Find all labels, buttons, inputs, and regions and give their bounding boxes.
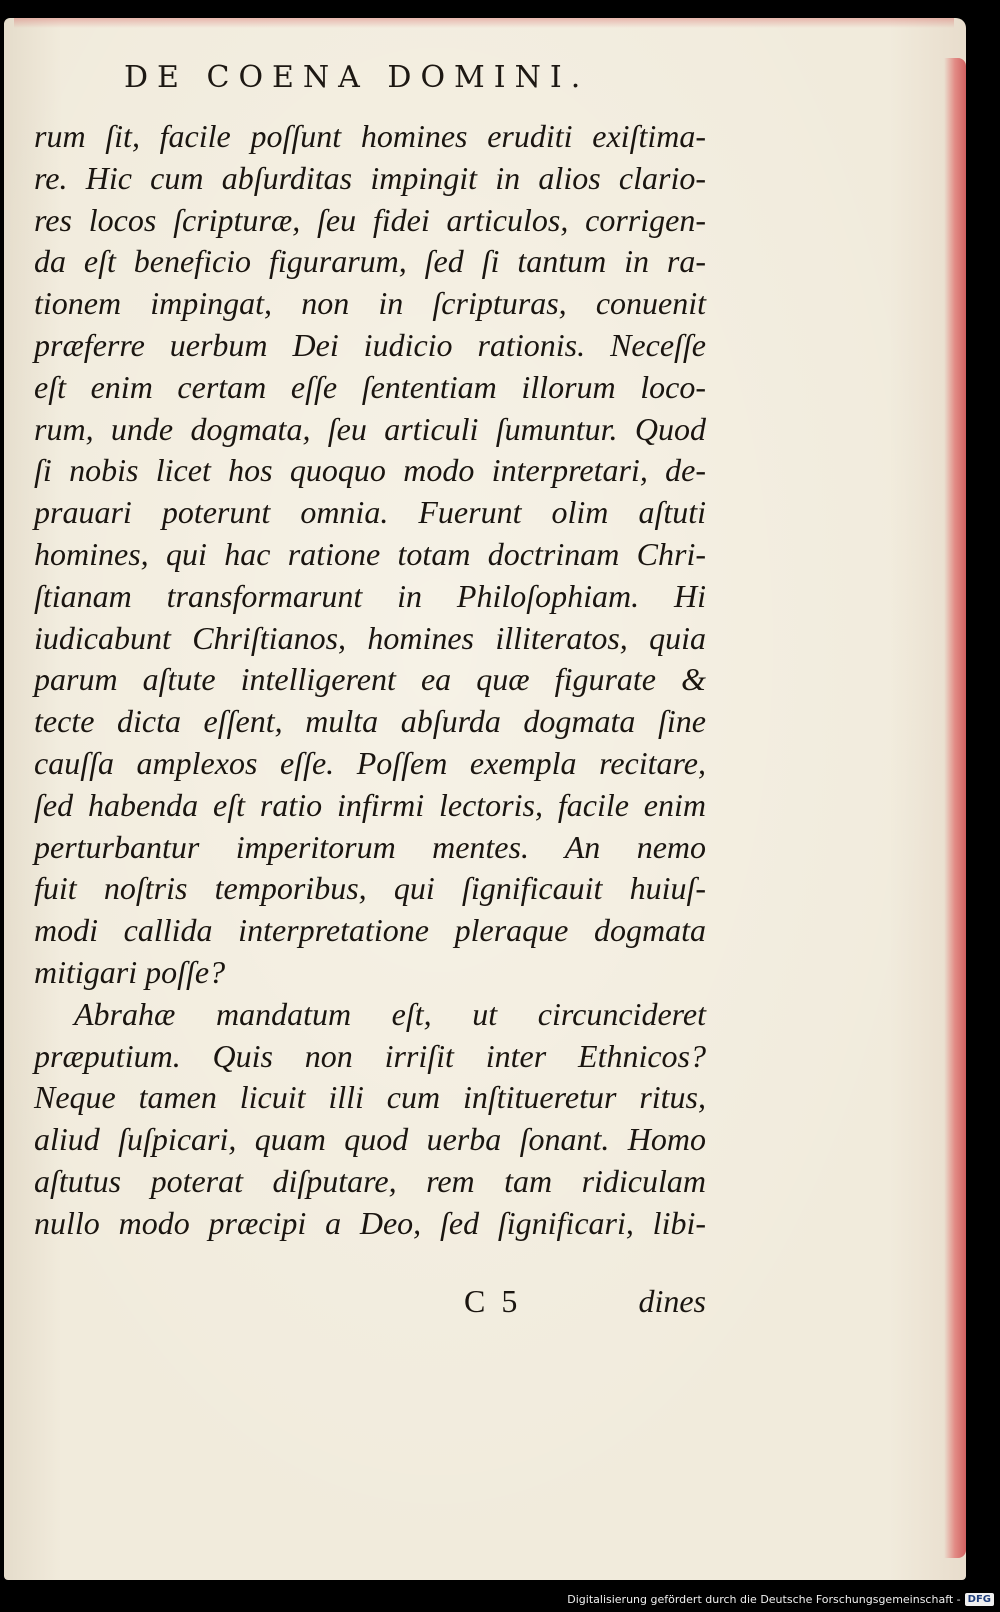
paragraph-start-line: Abrahæ mandatum eſt, ut circuncideret: [74, 995, 706, 1032]
text-line: ſtianam transformarunt in Philoſophiam. Hi: [34, 577, 706, 614]
text-line: ſed habenda eſt ratio infirmi lectoris, facile enim: [34, 786, 706, 823]
book-page: [4, 18, 966, 1580]
text-line: eſt enim certam eſſe ſententiam illorum loco-: [34, 368, 706, 405]
text-line: iudicabunt Chriſtianos, homines illiteratos, quia: [34, 619, 706, 656]
text-line: da eſt beneficio figurarum, ſed ſi tantum in ra-: [34, 243, 706, 280]
digitization-credit: [567, 1588, 994, 1610]
text-line: præputium. Quis non irriſit inter Ethnicos?: [34, 1037, 706, 1074]
catchword: dines: [638, 1283, 706, 1319]
text-line: re. Hic cum abſurditas impingit in alios clario-: [34, 159, 706, 196]
page-footer: [34, 1283, 706, 1327]
signature-mark: C 5: [464, 1283, 522, 1319]
page-top-edge: [14, 18, 954, 28]
text-line: prauari poterunt omnia. Fuerunt olim aſtuti: [34, 494, 706, 531]
text-line: fuit noſtris temporibus, qui ſignificauit huiuſ-: [34, 870, 706, 907]
dfg-logo: DFG: [965, 1593, 994, 1606]
text-line: Neque tamen licuit illi cum inſtitueretur ritus,: [34, 1079, 706, 1116]
body-text: [34, 116, 706, 1245]
text-line: res locos ſcripturæ, ſeu fidei articulos, corrigen-: [34, 201, 706, 238]
text-line: homines, qui hac ratione totam doctrinam Chri-: [34, 535, 706, 572]
credit-text: Digitalisierung gefördert durch die Deutsche Forschungsgemeinschaft -: [567, 1592, 961, 1606]
text-line: aliud ſuſpicari, quam quod uerba ſonant. Homo: [34, 1121, 706, 1158]
text-line: aſtutus poterat diſputare, rem tam ridiculam: [34, 1162, 706, 1199]
text-line: nullo modo præcipi a Deo, ſed ſignificari, libi-: [34, 1204, 706, 1241]
text-line: ſi nobis licet hos quoquo modo interpretari, de-: [34, 452, 706, 489]
red-page-edge: [944, 58, 966, 1558]
text-line: rum, unde dogmata, ſeu articuli ſumuntur. Quod: [34, 410, 706, 447]
text-line: rum ſit, facile poſſunt homines eruditi exiſtima-: [34, 118, 706, 154]
text-line: præferre uerbum Dei iudicio rationis. Neceſſe: [34, 326, 706, 363]
text-line: mitigari poſſe?: [34, 953, 226, 990]
text-line: cauſſa amplexos eſſe. Poſſem exempla recitare,: [34, 744, 706, 781]
text-line: tionem impingat, non in ſcripturas, conuenit: [34, 285, 706, 322]
text-line: perturbantur imperitorum mentes. An nemo: [34, 828, 706, 865]
text-line: modi callida interpretatione pleraque dogmata: [34, 912, 706, 949]
text-line: parum aſtute intelligerent ea quæ figurate &: [34, 661, 706, 698]
running-header: DE COENA DOMINI.: [124, 60, 590, 95]
text-line: tecte dicta eſſent, multa abſurda dogmata ſine: [34, 703, 706, 740]
